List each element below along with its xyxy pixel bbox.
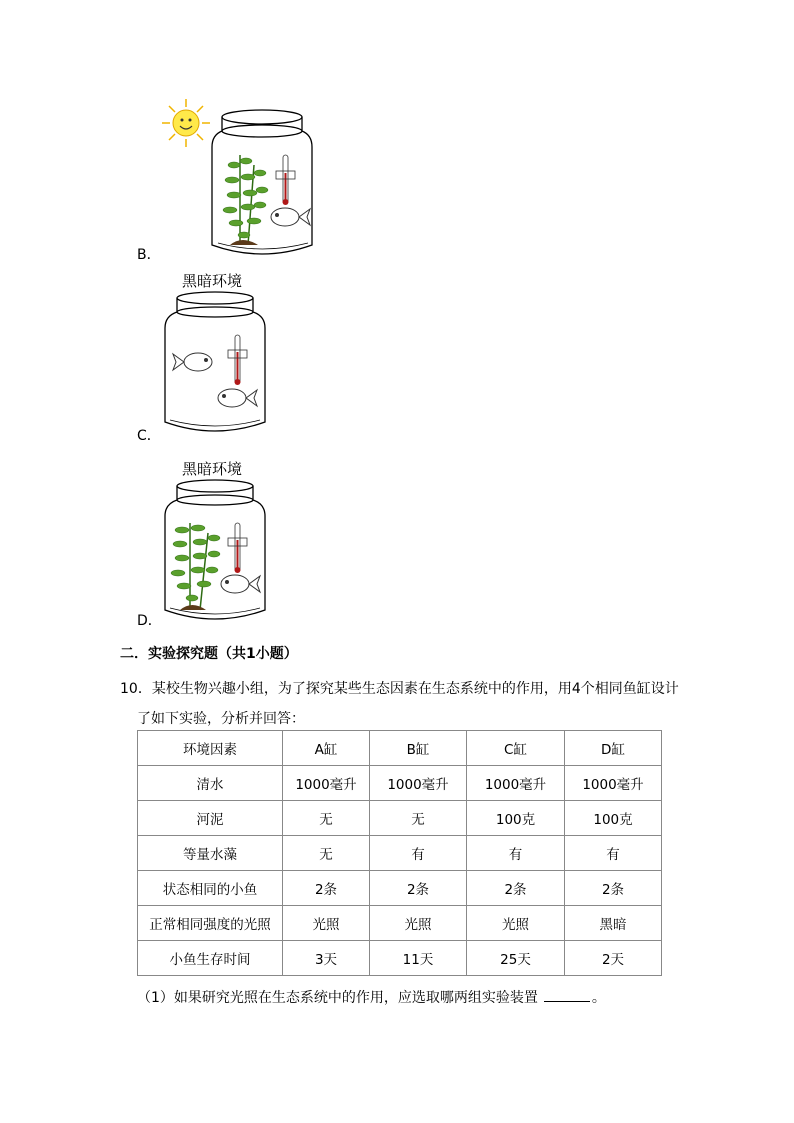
table-header-cell: A缸 xyxy=(283,731,370,766)
fish-icon xyxy=(271,208,310,226)
option-label[interactable]: D． xyxy=(137,613,162,629)
option-label[interactable]: C． xyxy=(137,428,161,444)
sun-icon xyxy=(162,99,210,147)
jar-c-illustration xyxy=(160,290,270,440)
waterweed-icon xyxy=(223,155,268,245)
table-cell: 100克 xyxy=(467,801,565,836)
environment-label: 黑暗环境 xyxy=(182,272,243,290)
table-row xyxy=(138,941,662,976)
option-d xyxy=(160,478,270,628)
thermometer-icon xyxy=(228,523,247,573)
subquestion-end: 。 xyxy=(591,990,606,1006)
table-cell: 1000毫升 xyxy=(283,766,370,801)
table-cell: 河泥 xyxy=(138,801,283,836)
question-line-2: 了如下实验，分析并回答： xyxy=(137,711,305,727)
option-b xyxy=(130,95,330,265)
waterweed-icon xyxy=(171,523,220,610)
table-header-cell: B缸 xyxy=(370,731,467,766)
table-cell: 等量水藻 xyxy=(138,836,283,871)
table-cell: 光照 xyxy=(370,906,467,941)
table-cell: 正常相同强度的光照 xyxy=(138,906,283,941)
table-cell: 25天 xyxy=(467,941,565,976)
subquestion xyxy=(137,987,606,1007)
table-cell: 黑暗 xyxy=(565,906,662,941)
thermometer-icon xyxy=(276,155,295,205)
section-title: 二．实验探究题（共1小题） xyxy=(120,646,298,662)
table-cell: 状态相同的小鱼 xyxy=(138,871,283,906)
table-header-cell: D缸 xyxy=(565,731,662,766)
table-cell: 清水 xyxy=(138,766,283,801)
fish-icon xyxy=(173,353,212,371)
thermometer-icon xyxy=(228,335,247,385)
table-header-cell: C缸 xyxy=(467,731,565,766)
table-cell: 100克 xyxy=(565,801,662,836)
table-header-cell: 环境因素 xyxy=(138,731,283,766)
table-cell: 2条 xyxy=(565,871,662,906)
table-header-row xyxy=(138,731,662,766)
jar-b-illustration xyxy=(130,95,330,265)
table-row xyxy=(138,906,662,941)
table-cell: 有 xyxy=(467,836,565,871)
table-row xyxy=(138,801,662,836)
table-cell: 有 xyxy=(565,836,662,871)
table-cell: 2天 xyxy=(565,941,662,976)
jar-d-illustration xyxy=(160,478,270,628)
table-cell: 无 xyxy=(370,801,467,836)
option-c xyxy=(160,290,270,440)
fish-icon xyxy=(221,575,260,593)
table-cell: 1000毫升 xyxy=(467,766,565,801)
subquestion-text: （1）如果研究光照在生态系统中的作用，应选取哪两组实验装置 xyxy=(137,990,538,1006)
table-cell: 2条 xyxy=(370,871,467,906)
question-text: 某校生物兴趣小组，为了探究某些生态因素在生态系统中的作用，用4个相同鱼缸设计 xyxy=(151,681,679,697)
fish-icon xyxy=(218,389,257,407)
table-cell: 3天 xyxy=(283,941,370,976)
environment-label: 黑暗环境 xyxy=(182,460,243,478)
table-cell: 2条 xyxy=(467,871,565,906)
table-cell: 有 xyxy=(370,836,467,871)
table-row xyxy=(138,836,662,871)
question-line xyxy=(120,678,679,698)
option-label[interactable]: B． xyxy=(137,247,161,263)
table-cell: 无 xyxy=(283,836,370,871)
question-number: 10． xyxy=(120,681,152,697)
table-cell: 2条 xyxy=(283,871,370,906)
table-row xyxy=(138,766,662,801)
table-cell: 光照 xyxy=(467,906,565,941)
table-cell: 1000毫升 xyxy=(565,766,662,801)
table-cell: 小鱼生存时间 xyxy=(138,941,283,976)
answer-blank[interactable] xyxy=(544,987,590,1002)
table-cell: 无 xyxy=(283,801,370,836)
table-cell: 1000毫升 xyxy=(370,766,467,801)
table-cell: 光照 xyxy=(283,906,370,941)
table-row xyxy=(138,871,662,906)
table-cell: 11天 xyxy=(370,941,467,976)
experiment-table xyxy=(137,730,662,976)
